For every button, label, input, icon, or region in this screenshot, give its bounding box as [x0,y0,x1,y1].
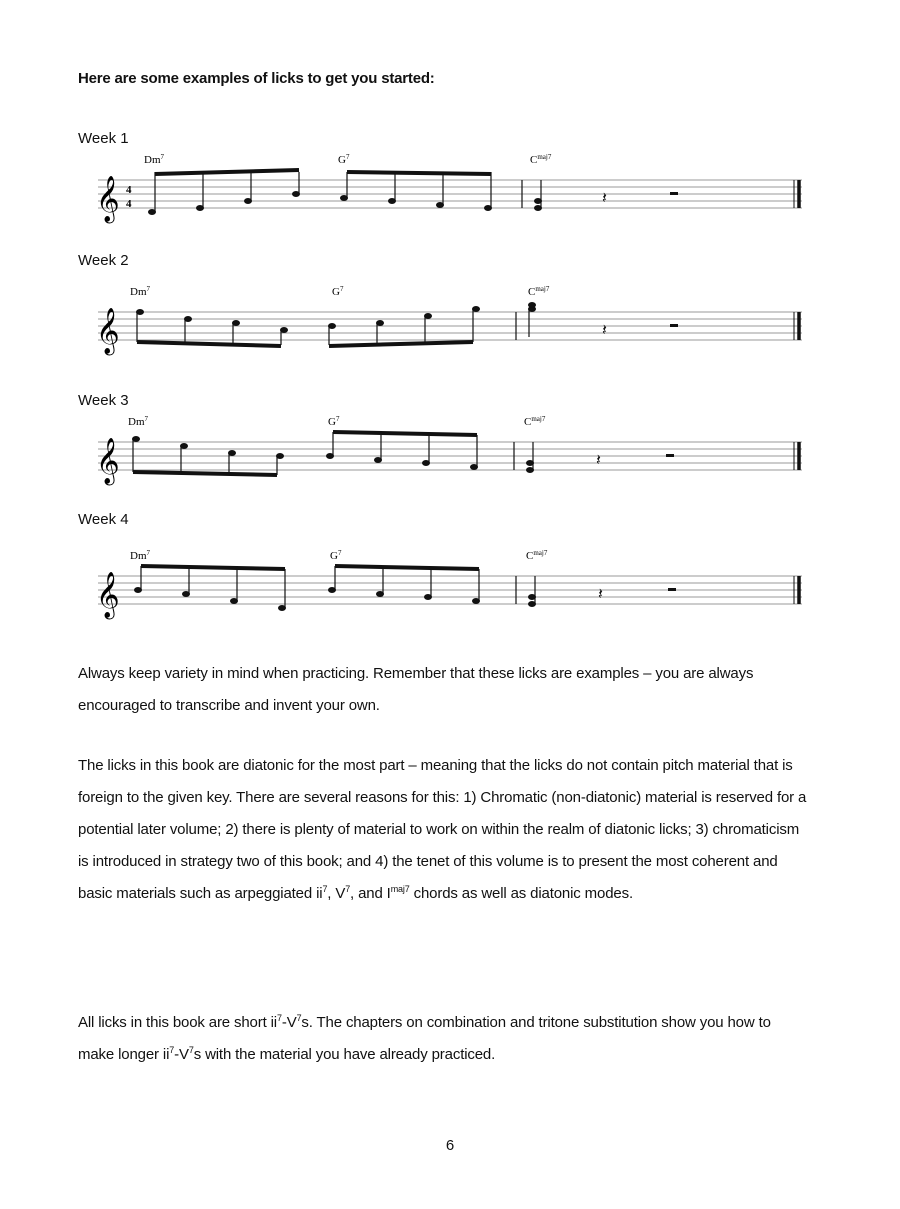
quarter-rest-icon: 𝄽 [598,584,603,603]
beam [347,172,491,174]
chord-label: Dm$^7$ [130,285,150,298]
chord-label: Dm$^7$ [128,415,148,428]
svg-text:4: 4 [126,198,132,210]
half-rest-icon [670,192,678,195]
beam [155,170,299,174]
week-4-staff [90,546,810,616]
chord-label: $G^7$ [338,153,350,166]
quarter-rest-icon: 𝄽 [596,450,601,469]
week-1-staff [90,150,810,220]
quarter-rest-icon: 𝄽 [602,320,607,339]
week-3-label: Week 3 [78,392,129,409]
chord-label: Dm$^7$ [144,153,164,166]
week-4-label: Week 4 [78,511,129,528]
svg-text:4: 4 [126,184,132,196]
week-3-staff [90,412,810,482]
treble-clef-icon: 𝄞 [96,438,120,484]
quarter-rest-icon: 𝄽 [602,188,607,207]
chord-label: Dm$^7$ [130,549,150,562]
paragraph-short-licks [78,1007,808,1071]
treble-clef-icon: 𝄞 [96,308,120,354]
paragraph-variety [78,658,808,722]
paragraph-diatonic [78,750,808,910]
chord-label: $C^{maj7}$ [528,285,550,298]
chord-label: $C^{maj7}$ [526,549,548,562]
week-2-label: Week 2 [78,252,129,269]
chord-label: $G^7$ [332,285,344,298]
chord-label: $C^{maj7}$ [524,415,546,428]
treble-clef-icon: 𝄞 [96,176,120,222]
paragraph-variety-text: Always keep variety in mind when practicing. Remember that these licks are examples – you are always encouraged to transcribe and invent your own. [78,665,754,714]
chord-label: $C^{maj7}$ [530,153,552,166]
chord-label: $G^7$ [328,415,340,428]
page-number: 6 [445,1137,455,1154]
notes-group [148,191,492,215]
week-1-label: Week 1 [78,130,129,147]
page-heading: Here are some examples of licks to get you started: [78,70,435,87]
paragraph-short-licks-text: All licks in this book are short $ii^7-V^7s$. The chapters on combination and tritone substitution show you how to make longer $ii^7-V^7s$ with the material you have already practiced. [78,1013,771,1063]
treble-clef-icon: 𝄞 [96,572,120,618]
week-2-staff [90,282,810,352]
chord-label: $G^7$ [330,549,342,562]
paragraph-diatonic-text: The licks in this book are diatonic for the most part – meaning that the licks do not contain pitch material that is foreign to the given key. There are several reasons for this: 1) Chromatic (non-diatonic) material is reserved for a potential later volume; 2) there is plenty of material to work on within the realm of diatonic licks; 3) chromaticism is introduced in strategy two of this book; and 4) the tenet of this volume is to present the most coherent and basic materials such as arpeggiated $ii^7$, $V^7$, and $I^{maj7}$ chords as well as diatonic modes. [78,757,807,902]
